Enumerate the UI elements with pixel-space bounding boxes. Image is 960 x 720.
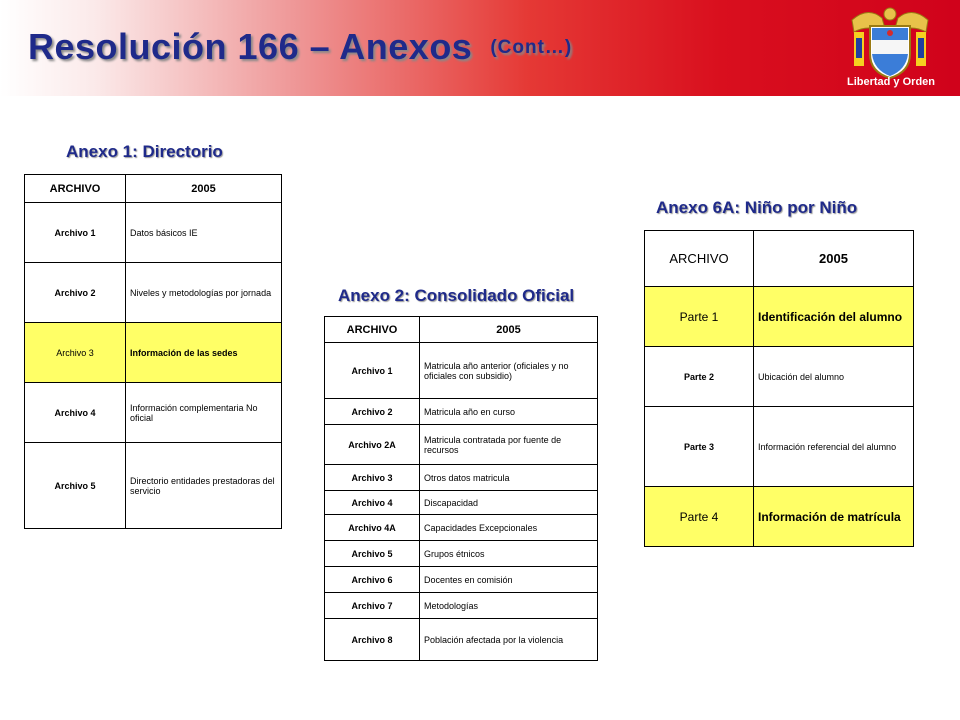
table-row (325, 593, 598, 619)
parte-cell: Parte 2 (645, 347, 754, 407)
table-row (325, 619, 598, 661)
description-cell: Capacidades Excepcionales (420, 515, 598, 541)
description-cell: Metodologías (420, 593, 598, 619)
description-cell: Grupos étnicos (420, 541, 598, 567)
archivo-cell: Archivo 3 (25, 323, 126, 383)
table-row (325, 399, 598, 425)
table-header-row (325, 317, 598, 343)
table-row (325, 491, 598, 515)
table-row-highlighted (645, 487, 914, 547)
archivo-cell: Archivo 8 (325, 619, 420, 661)
description-cell: Ubicación del alumno (754, 347, 914, 407)
description-cell: Identificación del alumno (754, 287, 914, 347)
description-cell: Población afectada por la violencia (420, 619, 598, 661)
title-main: Resolución 166 – Anexos (28, 26, 473, 67)
archivo-cell: Archivo 2 (325, 399, 420, 425)
table-row (645, 407, 914, 487)
archivo-cell: Archivo 1 (325, 343, 420, 399)
table-row (645, 347, 914, 407)
anexo2-title: Anexo 2: Consolidado Oficial (338, 286, 575, 305)
motto-text: Libertad y Orden (846, 76, 936, 88)
anexo1-title: Anexo 1: Directorio (66, 142, 223, 161)
table-row (325, 425, 598, 465)
table-row-highlighted (645, 287, 914, 347)
archivo-cell: Archivo 4A (325, 515, 420, 541)
parte-cell: Parte 4 (645, 487, 754, 547)
archivo-cell: Archivo 5 (325, 541, 420, 567)
description-cell: Información de las sedes (126, 323, 282, 383)
header-cell: 2005 (754, 231, 914, 287)
description-cell: Matricula año anterior (oficiales y no oficiales con subsidio) (420, 343, 598, 399)
table-row-highlighted (25, 323, 282, 383)
description-cell: Niveles y metodologías por jornada (126, 263, 282, 323)
header-cell: 2005 (420, 317, 598, 343)
page-title (28, 26, 572, 68)
parte-cell: Parte 1 (645, 287, 754, 347)
table-row (25, 383, 282, 443)
header-cell: ARCHIVO (645, 231, 754, 287)
anexo2-table (324, 316, 598, 661)
table-row (25, 203, 282, 263)
anexo1-table (24, 174, 282, 529)
archivo-cell: Archivo 5 (25, 443, 126, 529)
description-cell: Matricula contratada por fuente de recursos (420, 425, 598, 465)
table-header-row (25, 175, 282, 203)
parte-cell: Parte 3 (645, 407, 754, 487)
table-row (325, 465, 598, 491)
archivo-cell: Archivo 2 (25, 263, 126, 323)
table-row (325, 567, 598, 593)
header-cell: ARCHIVO (25, 175, 126, 203)
archivo-cell: Archivo 4 (25, 383, 126, 443)
description-cell: Discapacidad (420, 491, 598, 515)
description-cell: Información complementaria No oficial (126, 383, 282, 443)
anexo6a-table (644, 230, 914, 547)
archivo-cell: Archivo 7 (325, 593, 420, 619)
header-cell: ARCHIVO (325, 317, 420, 343)
description-cell: Docentes en comisión (420, 567, 598, 593)
table-header-row (645, 231, 914, 287)
table-row (325, 343, 598, 399)
table-row (25, 263, 282, 323)
table-row (325, 541, 598, 567)
table-row (25, 443, 282, 529)
description-cell: Datos básicos IE (126, 203, 282, 263)
archivo-cell: Archivo 6 (325, 567, 420, 593)
archivo-cell: Archivo 1 (25, 203, 126, 263)
header-cell: 2005 (126, 175, 282, 203)
description-cell: Matricula año en curso (420, 399, 598, 425)
description-cell: Directorio entidades prestadoras del servicio (126, 443, 282, 529)
archivo-cell: Archivo 4 (325, 491, 420, 515)
description-cell: Otros datos matricula (420, 465, 598, 491)
table-row (325, 515, 598, 541)
title-suffix: (Cont…) (490, 37, 573, 58)
archivo-cell: Archivo 3 (325, 465, 420, 491)
archivo-cell: Archivo 2A (325, 425, 420, 465)
anexo6a-title: Anexo 6A: Niño por Niño (656, 198, 858, 217)
description-cell: Información referencial del alumno (754, 407, 914, 487)
description-cell: Información de matrícula (754, 487, 914, 547)
